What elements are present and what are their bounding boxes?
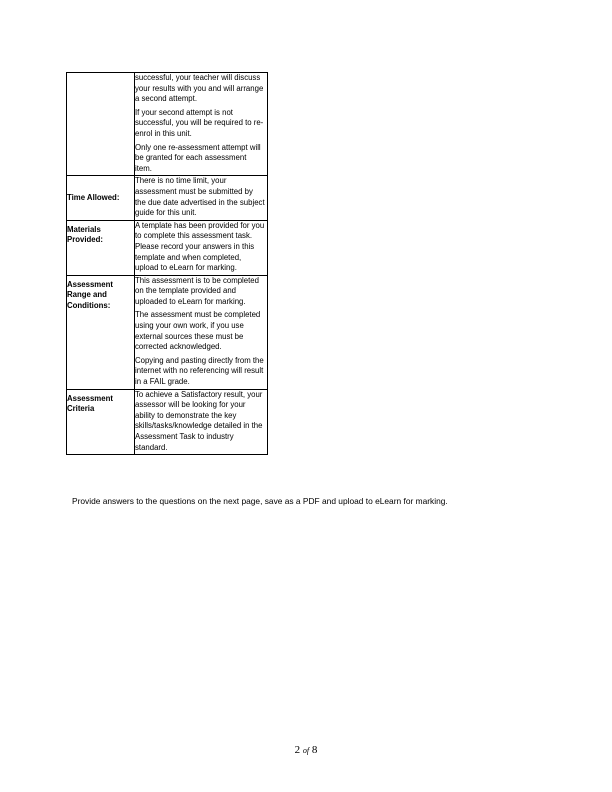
row-value xyxy=(135,176,268,220)
table-row-time-allowed xyxy=(67,176,268,220)
page-current: 2 xyxy=(294,744,301,756)
submission-instruction: Provide answers to the questions on the next page, save as a PDF and upload to eLearn for marking. xyxy=(72,496,448,506)
row-paragraph: successful, your teacher will discuss your results with you and will arrange a second attempt. xyxy=(135,73,264,104)
row-label: Time Allowed: xyxy=(67,176,135,220)
row-paragraph: If your second attempt is not successful, you will be required to re-enrol in this unit. xyxy=(135,107,264,138)
row-paragraph: Only one re-assessment attempt will be granted for each assessment item. xyxy=(135,142,261,173)
table-row-range-conditions xyxy=(67,275,268,389)
row-value xyxy=(135,389,268,455)
table-row-materials-provided xyxy=(67,220,268,275)
row-paragraph: A template has been provided for you to complete this assessment task. Please record your answers in this template and when completed, upload to eLearn for marking. xyxy=(135,220,265,273)
row-paragraph: There is no time limit, your assessment must be submitted by the due date advertised in the subject guide for this unit. xyxy=(135,176,265,218)
row-label: Assessment Criteria xyxy=(67,389,135,455)
page-of: of xyxy=(302,746,310,755)
row-value xyxy=(135,73,268,176)
row-label: Assessment Range and Conditions: xyxy=(67,275,135,389)
row-paragraph: Copying and pasting directly from the internet with no referencing will result in a FAIL grade. xyxy=(135,355,264,387)
page-number xyxy=(0,744,612,756)
page-total: 8 xyxy=(311,744,318,756)
assessment-info-table xyxy=(66,72,268,455)
row-paragraph: To achieve a Satisfactory result, your assessor will be looking for your ability to demonstrate the key skills/tasks/knowledge detailed in the Assessment Task to industry standard. xyxy=(135,389,263,452)
row-label xyxy=(67,73,135,176)
table-row-assessment-criteria xyxy=(67,389,268,455)
row-value xyxy=(135,275,268,389)
row-label: Materials Provided: xyxy=(67,220,135,275)
table-row-reassessment-continued xyxy=(67,73,268,176)
row-paragraph: The assessment must be completed using your own work, if you use external sources these must be corrected acknowledged. xyxy=(135,310,261,352)
row-paragraph: This assessment is to be completed on the template provided and uploaded to eLearn for marking. xyxy=(135,275,259,306)
row-value xyxy=(135,220,268,275)
